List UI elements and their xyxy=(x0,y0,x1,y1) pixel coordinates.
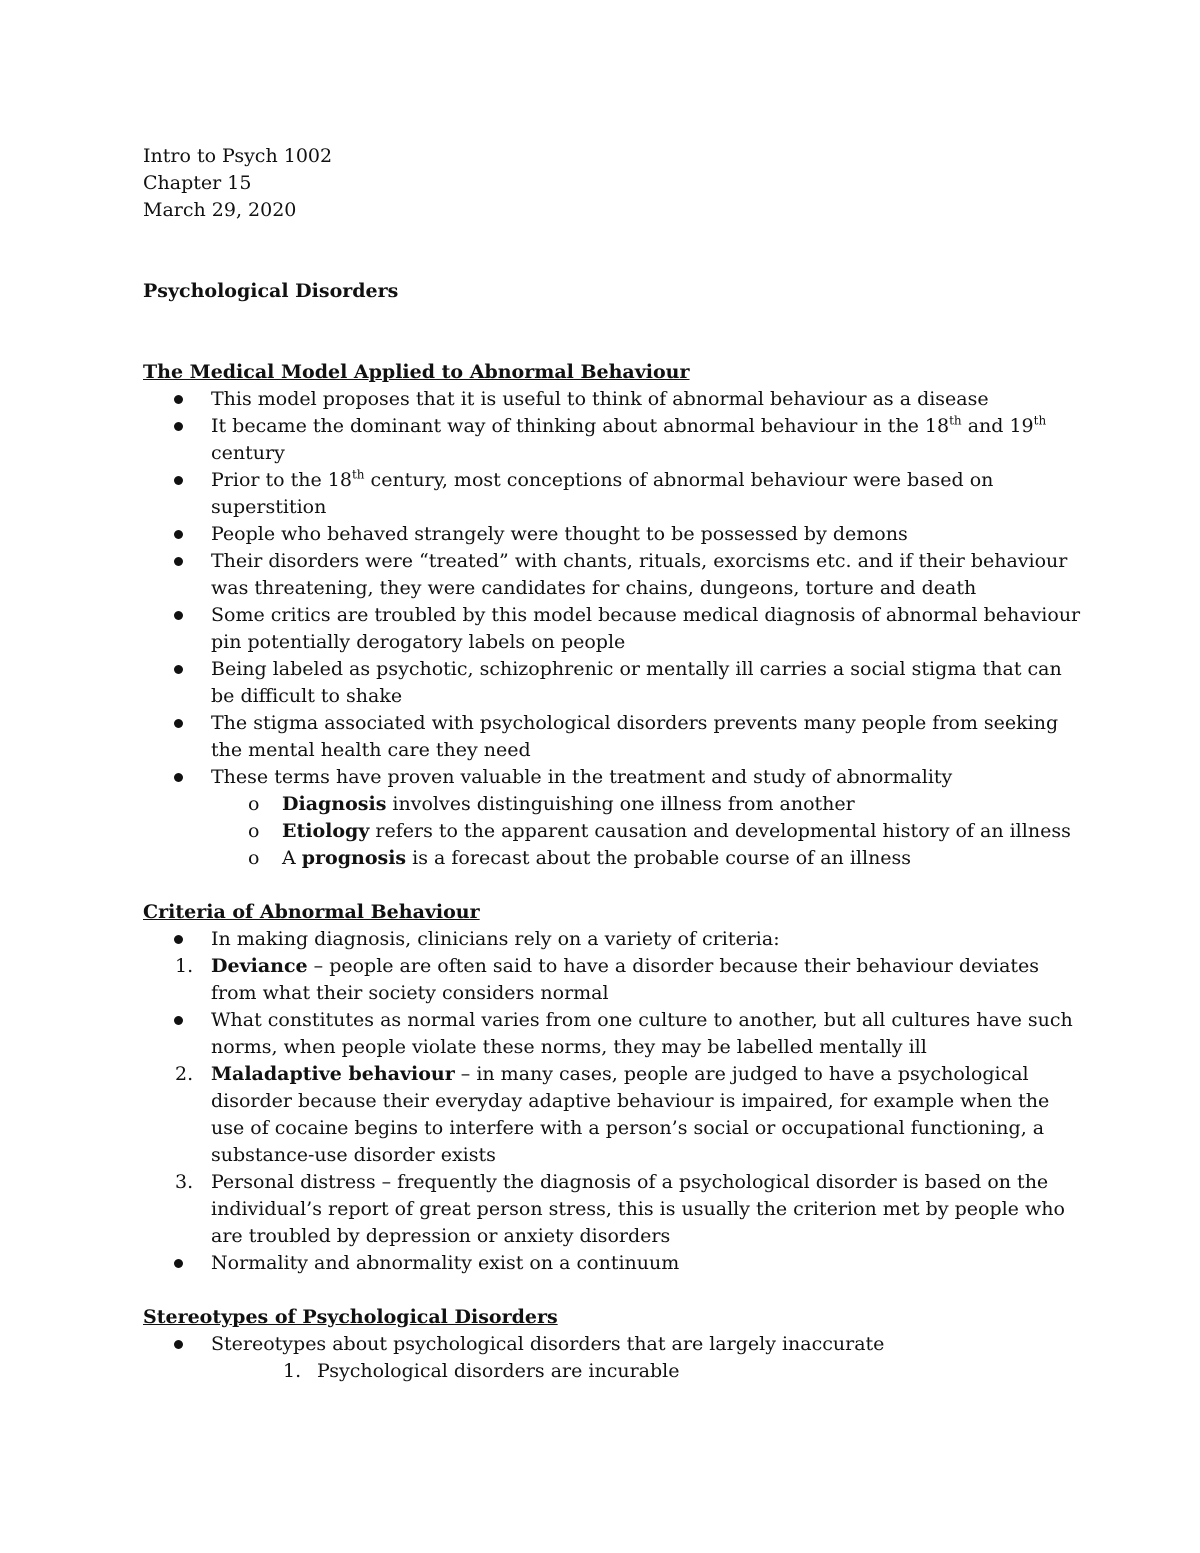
list-item xyxy=(143,602,1083,656)
bullet-icon xyxy=(174,773,183,782)
circle-bullet-icon: o xyxy=(248,847,260,869)
bullet-icon xyxy=(174,395,183,404)
list-item-text: Normality and abnormality exist on a continuum xyxy=(211,1252,680,1274)
section-heading: Criteria of Abnormal Behaviour xyxy=(143,901,480,923)
document-date: March 29, 2020 xyxy=(143,199,297,221)
circle-bullet-icon: o xyxy=(248,793,260,815)
list-item-text: It became the dominant way of thinking about abnormal behaviour in the 18th and 19th century xyxy=(211,413,1047,464)
chapter-label: Chapter 15 xyxy=(143,172,252,194)
list-item xyxy=(143,413,1083,467)
list-item xyxy=(143,656,1083,710)
section-stereotypes xyxy=(143,1304,1083,1385)
bullet-icon xyxy=(174,557,183,566)
sub-list-item-text: Diagnosis involves distinguishing one illness from another xyxy=(282,793,855,815)
numbered-item xyxy=(143,1358,1083,1385)
list-item-text: Maladaptive behaviour – in many cases, people are judged to have a psychological disorder because their everyday adaptive behaviour is impaired, for example when the use of cocaine begins to interfere with a person’s social or occupational functioning, a substance-use disorder exists xyxy=(211,1063,1050,1166)
document-title: Psychological Disorders xyxy=(143,280,399,302)
mixed-list xyxy=(143,926,1083,1277)
bullet-icon xyxy=(174,530,183,539)
numbered-sub-list xyxy=(143,1358,1083,1385)
bullet-icon xyxy=(174,1340,183,1349)
list-item xyxy=(143,521,1083,548)
bullet-icon xyxy=(174,1259,183,1268)
bullet-list xyxy=(143,386,1083,791)
numbered-item xyxy=(143,1169,1083,1250)
list-item xyxy=(143,1250,1083,1277)
list-item xyxy=(143,764,1083,791)
section-heading: The Medical Model Applied to Abnormal Behaviour xyxy=(143,361,690,383)
list-item-text: Prior to the 18th century, most conceptions of abnormal behaviour were based on superstition xyxy=(211,467,994,518)
sub-list-item xyxy=(143,845,1083,872)
document-header xyxy=(143,143,1083,224)
list-item-text: Their disorders were “treated” with chants, rituals, exorcisms etc. and if their behaviour was threatening, they were candidates for chains, dungeons, torture and death xyxy=(211,550,1068,599)
spacer xyxy=(143,224,1083,278)
list-number: 3. xyxy=(175,1171,194,1193)
bullet-list xyxy=(143,1331,1083,1358)
sub-list-item-text: Etiology refers to the apparent causation and developmental history of an illness xyxy=(282,820,1071,842)
bullet-icon xyxy=(174,476,183,485)
list-number: 1. xyxy=(283,1360,302,1382)
list-item-text: The stigma associated with psychological disorders prevents many people from seeking the mental health care they need xyxy=(211,712,1059,761)
list-item xyxy=(143,548,1083,602)
list-item-text: People who behaved strangely were thought to be possessed by demons xyxy=(211,523,908,545)
list-item-text: Being labeled as psychotic, schizophrenic or mentally ill carries a social stigma that can be difficult to shake xyxy=(211,658,1062,707)
list-number: 1. xyxy=(175,955,194,977)
list-item-text: Personal distress – frequently the diagnosis of a psychological disorder is based on the individual’s report of great person stress, this is usually the criterion met by people who are troubled by depression or anxiety disorders xyxy=(211,1171,1065,1247)
list-item-text: This model proposes that it is useful to think of abnormal behaviour as a disease xyxy=(211,388,989,410)
list-number: 2. xyxy=(175,1063,194,1085)
section-criteria xyxy=(143,899,1083,1277)
spacer xyxy=(143,1277,1083,1304)
bullet-icon xyxy=(174,665,183,674)
list-item xyxy=(143,926,1083,953)
bullet-icon xyxy=(174,719,183,728)
sub-list xyxy=(143,791,1083,872)
list-item xyxy=(143,386,1083,413)
numbered-item xyxy=(143,953,1083,1007)
circle-bullet-icon: o xyxy=(248,820,260,842)
list-item-text: In making diagnosis, clinicians rely on a variety of criteria: xyxy=(211,928,780,950)
list-item-text: Some critics are troubled by this model because medical diagnosis of abnormal behaviour pin potentially derogatory labels on people xyxy=(211,604,1081,653)
bullet-icon xyxy=(174,935,183,944)
sub-list-item xyxy=(143,818,1083,845)
bullet-icon xyxy=(174,1016,183,1025)
document-body xyxy=(143,143,1083,1385)
list-item xyxy=(143,1331,1083,1358)
list-item-text: Deviance – people are often said to have a disorder because their behaviour deviates from what their society considers normal xyxy=(211,955,1040,1004)
list-item-text: These terms have proven valuable in the treatment and study of abnormality xyxy=(211,766,953,788)
section-medical-model xyxy=(143,359,1083,872)
course-name: Intro to Psych 1002 xyxy=(143,145,333,167)
bullet-icon xyxy=(174,422,183,431)
list-item xyxy=(143,467,1083,521)
spacer xyxy=(143,872,1083,899)
list-item xyxy=(143,710,1083,764)
spacer xyxy=(143,305,1083,359)
numbered-item xyxy=(143,1061,1083,1169)
list-item-text: Psychological disorders are incurable xyxy=(317,1360,680,1382)
list-item xyxy=(143,1007,1083,1061)
sub-list-item-text: A prognosis is a forecast about the probable course of an illness xyxy=(282,847,912,869)
list-item-text: What constitutes as normal varies from one culture to another, but all cultures have such norms, when people violate these norms, they may be labelled mentally ill xyxy=(211,1009,1073,1058)
sub-list-item xyxy=(143,791,1083,818)
list-item-text: Stereotypes about psychological disorders that are largely inaccurate xyxy=(211,1333,885,1355)
bullet-icon xyxy=(174,611,183,620)
section-heading: Stereotypes of Psychological Disorders xyxy=(143,1306,558,1328)
